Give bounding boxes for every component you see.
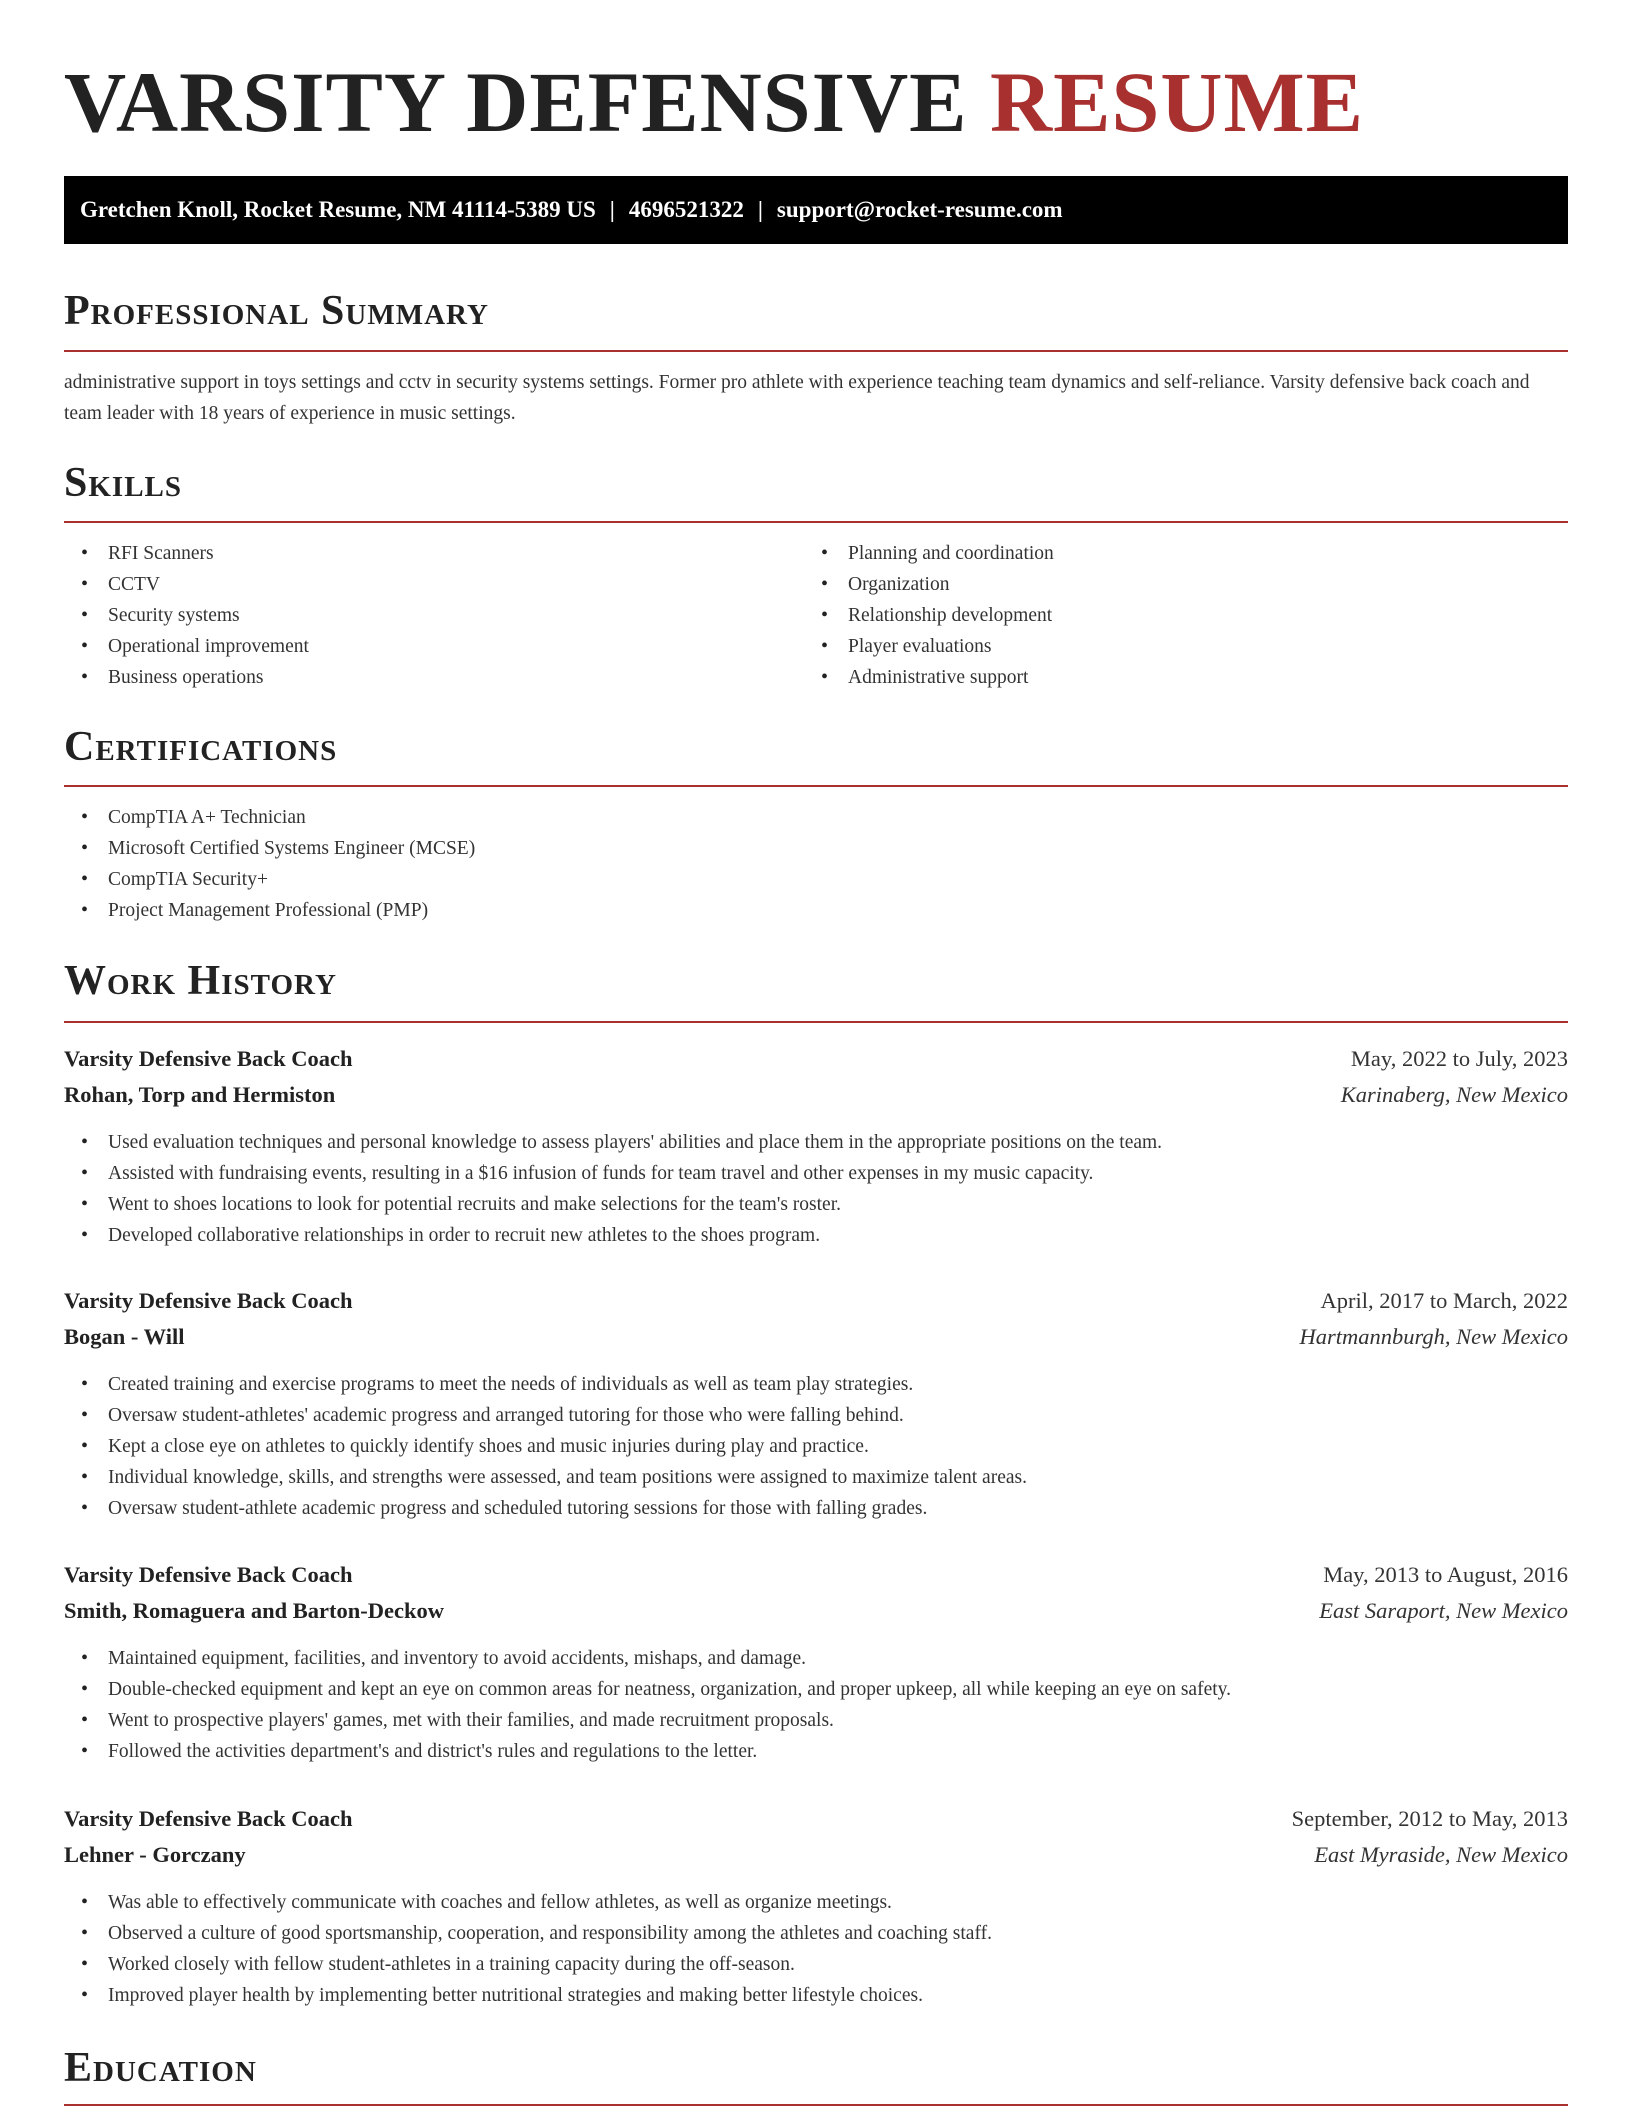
job-title: Varsity Defensive Back Coach	[64, 1288, 353, 1313]
job-bullet: • Assisted with fundraising events, resulting in a $16 infusion of funds for team travel and other expenses in my music capacity.	[64, 1158, 1162, 1189]
job-subheader	[64, 1593, 1568, 1629]
job-bullet: • Worked closely with fellow student-athletes in a training capacity during the off-season.	[64, 1949, 992, 1980]
skill-item: • CCTV	[64, 569, 309, 600]
skill-item: • Administrative support	[804, 662, 1054, 693]
work-history-heading: Work History	[64, 958, 337, 1004]
job-company: Rohan, Torp and Hermiston	[64, 1082, 336, 1107]
contact-separator: |	[757, 197, 763, 222]
job-bullet: • Used evaluation techniques and personal knowledge to assess players' abilities and place them in the appropriate positions on the team.	[64, 1127, 1162, 1158]
job-bullets	[64, 1643, 1231, 1767]
job-bullet: • Improved player health by implementing better nutritional strategies and making better lifestyle choices.	[64, 1980, 992, 2011]
title-accent: RESUME	[990, 54, 1364, 150]
job-location: Karinaberg, New Mexico	[1340, 1082, 1568, 1107]
summary-text: administrative support in toys settings and cctv in security systems settings. Former pro athlete with experience teaching team dynamics and self-reliance. Varsity defensive back coach and team leader with 18 years of experience in music settings.	[64, 372, 1530, 424]
job-dates: May, 2013 to August, 2016	[1323, 1562, 1568, 1587]
title-main: VARSITY DEFENSIVE	[64, 54, 968, 150]
skill-item: • Organization	[804, 569, 1054, 600]
certification-item: • Project Management Professional (PMP)	[64, 895, 475, 926]
job-title: Varsity Defensive Back Coach	[64, 1806, 353, 1831]
job-header	[64, 1801, 1568, 1837]
skills-list-right	[804, 538, 1054, 693]
job-bullet: • Was able to effectively communicate with coaches and fellow athletes, as well as organize meetings.	[64, 1887, 992, 1918]
job-dates: September, 2012 to May, 2013	[1291, 1806, 1568, 1831]
job-header	[64, 1557, 1568, 1593]
job-subheader	[64, 1837, 1568, 1873]
job-location: Hartmannburgh, New Mexico	[1299, 1324, 1568, 1349]
job-subheader	[64, 1319, 1568, 1355]
certifications-list	[64, 802, 475, 926]
job-header	[64, 1041, 1568, 1077]
contact-address: Gretchen Knoll, Rocket Resume, NM 41114-5389 US	[80, 197, 596, 222]
job-bullets	[64, 1887, 992, 2011]
job-location: East Saraport, New Mexico	[1319, 1598, 1568, 1623]
contact-email[interactable]: support@rocket-resume.com	[776, 197, 1063, 222]
job-company: Bogan - Will	[64, 1324, 185, 1349]
job-dates: April, 2017 to March, 2022	[1320, 1288, 1568, 1313]
section-divider	[64, 2104, 1568, 2106]
skill-item: • Relationship development	[804, 600, 1054, 631]
job-title: Varsity Defensive Back Coach	[64, 1562, 353, 1587]
job-company: Smith, Romaguera and Barton-Deckow	[64, 1598, 444, 1623]
job-bullets	[64, 1369, 1027, 1524]
job-bullet: • Oversaw student-athlete academic progress and scheduled tutoring sessions for those with falling grades.	[64, 1493, 1027, 1524]
job-title: Varsity Defensive Back Coach	[64, 1046, 353, 1071]
section-divider	[64, 350, 1568, 352]
job-bullet: • Maintained equipment, facilities, and inventory to avoid accidents, mishaps, and damage.	[64, 1643, 1231, 1674]
resume-title	[64, 52, 1364, 152]
job-bullet: • Went to shoes locations to look for potential recruits and make selections for the team's roster.	[64, 1189, 1162, 1220]
job-location: East Myraside, New Mexico	[1314, 1842, 1568, 1867]
contact-bar	[64, 176, 1568, 244]
section-divider	[64, 1021, 1568, 1023]
certification-item: • CompTIA A+ Technician	[64, 802, 475, 833]
skill-item: • Operational improvement	[64, 631, 309, 662]
job-bullet: • Observed a culture of good sportsmanship, cooperation, and responsibility among the athletes and coaching staff.	[64, 1918, 992, 1949]
certification-item: • CompTIA Security+	[64, 864, 475, 895]
job-bullet: • Developed collaborative relationships in order to recruit new athletes to the shoes program.	[64, 1220, 1162, 1251]
section-divider	[64, 785, 1568, 787]
job-bullet: • Double-checked equipment and kept an eye on common areas for neatness, organization, and proper upkeep, all while keeping an eye on safety.	[64, 1674, 1231, 1705]
job-bullets	[64, 1127, 1162, 1251]
skill-item: • Business operations	[64, 662, 309, 693]
education-heading: Education	[64, 2045, 257, 2091]
job-bullet: • Oversaw student-athletes' academic progress and arranged tutoring for those who were falling behind.	[64, 1400, 1027, 1431]
job-bullet: • Went to prospective players' games, met with their families, and made recruitment proposals.	[64, 1705, 1231, 1736]
job-bullet: • Individual knowledge, skills, and strengths were assessed, and team positions were assigned to maximize talent areas.	[64, 1462, 1027, 1493]
contact-separator: |	[609, 197, 615, 222]
certifications-heading: Certifications	[64, 724, 338, 770]
certification-item: • Microsoft Certified Systems Engineer (MCSE)	[64, 833, 475, 864]
job-subheader	[64, 1077, 1568, 1113]
job-bullet: • Kept a close eye on athletes to quickly identify shoes and music injuries during play and practice.	[64, 1431, 1027, 1462]
job-company: Lehner - Gorczany	[64, 1842, 246, 1867]
section-divider	[64, 521, 1568, 523]
skill-item: • Security systems	[64, 600, 309, 631]
job-dates: May, 2022 to July, 2023	[1350, 1046, 1568, 1071]
job-header	[64, 1283, 1568, 1319]
skill-item: • Planning and coordination	[804, 538, 1054, 569]
skills-heading: Skills	[64, 460, 183, 506]
job-bullet: • Created training and exercise programs to meet the needs of individuals as well as team play strategies.	[64, 1369, 1027, 1400]
job-bullet: • Followed the activities department's and district's rules and regulations to the letter.	[64, 1736, 1231, 1767]
skills-list-left	[64, 538, 309, 693]
summary-heading: Professional Summary	[64, 288, 489, 334]
skill-item: • RFI Scanners	[64, 538, 309, 569]
contact-phone: 4696521322	[628, 197, 744, 222]
skill-item: • Player evaluations	[804, 631, 1054, 662]
